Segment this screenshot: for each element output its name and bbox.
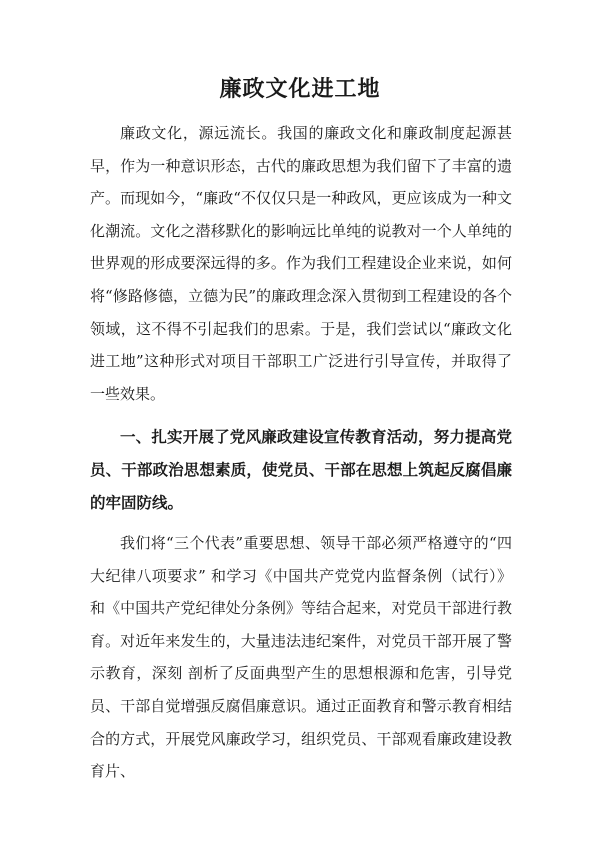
document-title: 廉政文化进工地	[219, 76, 381, 102]
body-paragraph: 廉政文化，源远流长。我国的廉政文化和廉政制度起源甚早，作为一种意识形态，古代的廉政思想为我们留下了丰富的遗产。而现如今，“廉政“不仅仅只是一种政风，更应该成为一种文化潮流。文化之潜移默化的影响远比单纯的说教对一个人单纯的世界观的形成要深远得的多。作为我们工程建设企业来说，如何将“修路修德，立德为民”的廉政理念深入贯彻到工程建设的各个领域，这不得不引起我们的思索。于是，我们尝试以“廉政文化进工地”这种形式对项目干部职工广泛进行引导宣传，并取得了一些效果。	[90, 124, 512, 403]
body-paragraph: 我们将“三个代表”重要思想、领导干部必须严格遵守的“四大纪律八项要求” 和学习《中国共产党党内监督条例（试行）》和《中国共产党纪律处分条例》等结合起来，对党员干部进行教育。对近年来发生的，大量违法违纪案件，对党员干部开展了警示教育，深刻 剖析了反面典型产生的思想根源和危害，引导党员、干部自觉增强反腐倡廉意识。通过正面教育和警示教育相结合的方式，开展党风廉政学习，组织党员、干部观看廉政建设教育片、	[90, 534, 512, 781]
section-heading: 一、扎实开展了党风廉政建设宣传教育活动，努力提高党员、干部政治思想素质，使党员、干部在思想上筑起反腐倡廉的牢固防线。	[90, 427, 512, 512]
